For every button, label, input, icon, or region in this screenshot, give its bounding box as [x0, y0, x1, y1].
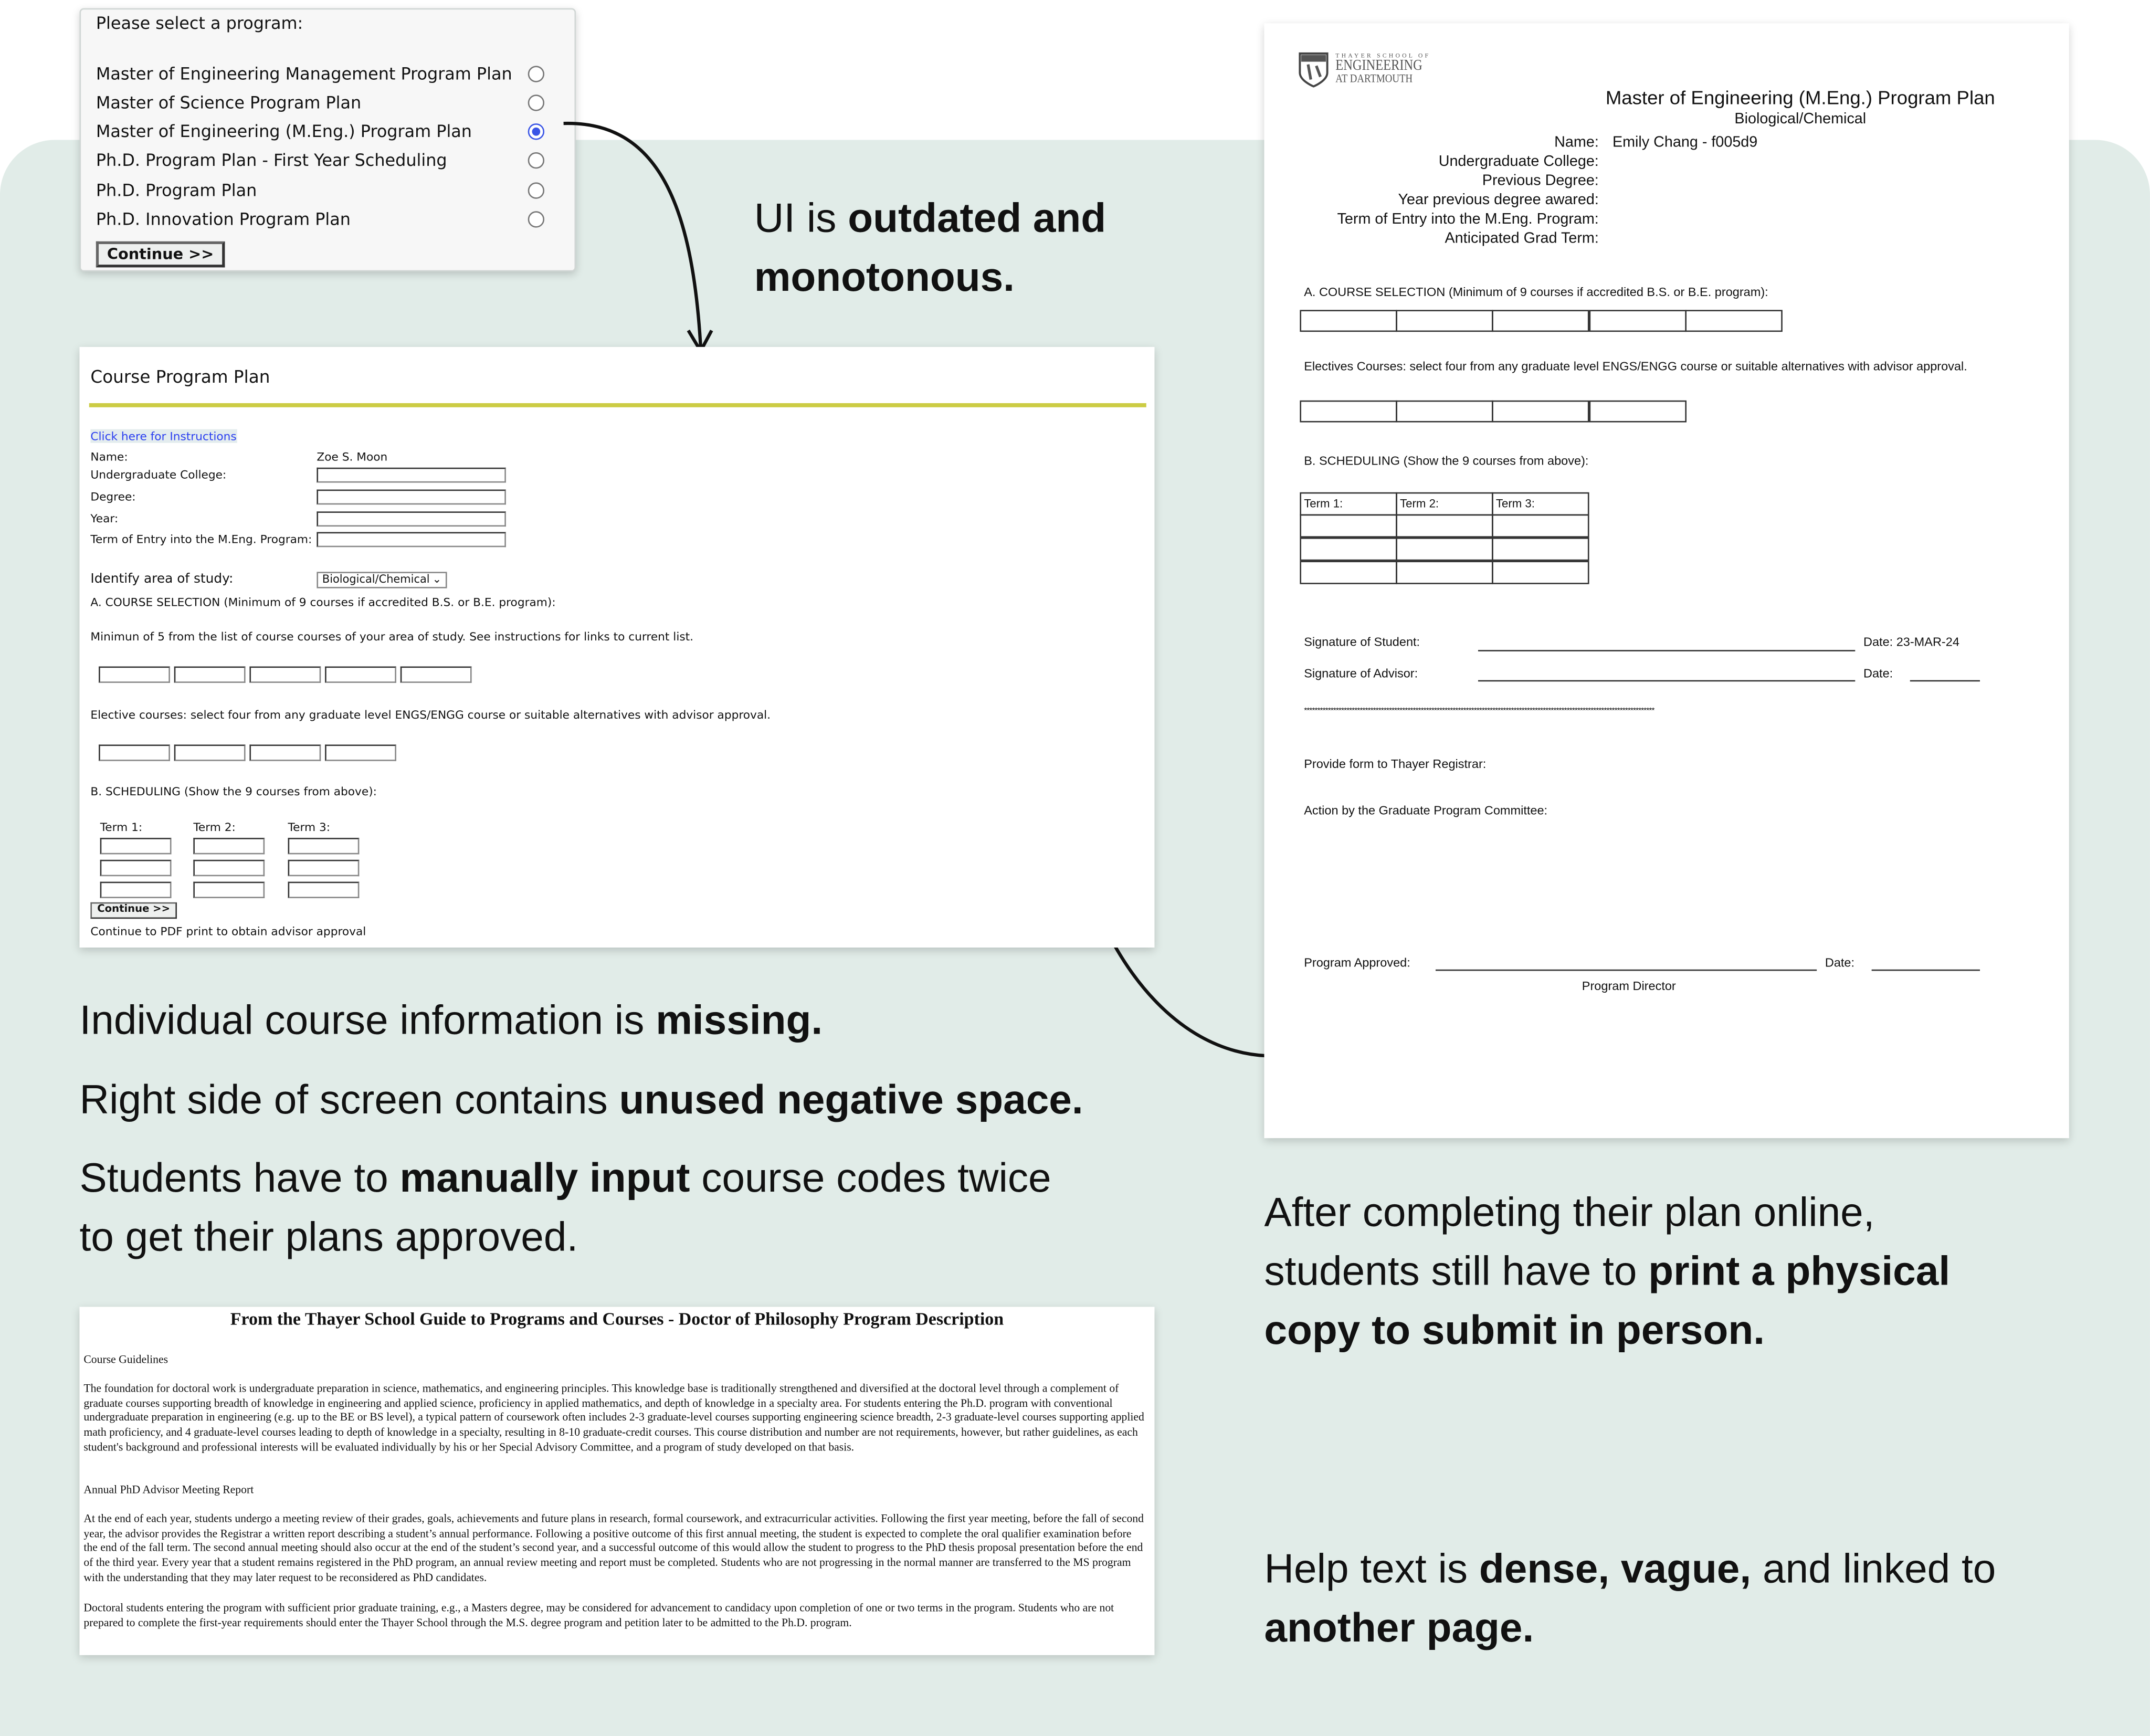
help-paragraph: At the end of each year, students undergo a meeting review of their grades, goals, achievements and future plans in research, formal coursework, and extracurricular activities. Following the first year meeting, before the fall of second year, the advisor provides the Registrar a written report describing a student’s annual performance. Following a positive outcome of this first annual meeting, the student is expected to complete the oral qualifier examination before the end of the fall term. The second annual meeting should also occur at the end of the student’s second year, and a successful outcome of this would allow the student to progress to the PhD thesis proposal presentation before the end of the third year. Every year that a student remains registered in the PhD program, an annual review meeting and report must be completed. Students who are not progressing in the normal manner are transferred to the MS program with the understanding that they may later request to be reconsidered as PhD candidates.	[83, 1512, 1144, 1584]
help-paragraph: The foundation for doctoral work is undergraduate preparation in science, mathematics, and engineering principles. This knowledge base is traditionally strengthened and diversified at the doctoral level through a complement of graduate courses supporting breadth of knowledge in engineering and applied science, proficiency in applied mathematics, and depth of knowledge in a specialty area. For students entering the Ph.D. program with conventional undergraduate preparation in engineering (e.g. up to the BE or BS level), a typical pattern of coursework often includes 2-3 graduate-level courses supporting engineering science breadth, 2-3 graduate-level courses supporting applied math proficiency, and 4 graduate-level courses leading to depth of knowledge in a specialty, resulting in 8-10 graduate-credit courses. This course distribution and number are not requirements, however, but rather guidelines, as each student's background and professional interests will be evaluated individually by his or her Special Advisory Committee, and a program of study developed on that basis.	[83, 1382, 1144, 1454]
pdf-title: Master of Engineering (M.Eng.) Program Plan	[1605, 86, 1995, 109]
course-input[interactable]	[99, 667, 170, 683]
annotation-outdated: UI is outdated and monotonous.	[754, 196, 1106, 301]
help-text-card	[80, 1307, 1155, 1655]
schedule-input[interactable]	[193, 860, 265, 876]
elective-input[interactable]	[249, 744, 321, 761]
schedule-input[interactable]	[193, 882, 265, 898]
help-heading-guidelines: Course Guidelines	[83, 1353, 168, 1366]
help-heading-meeting: Annual PhD Advisor Meeting Report	[83, 1484, 254, 1496]
chevron-down-icon: ⌄	[432, 573, 442, 586]
term-label: Term of Entry into the M.Eng. Program:	[90, 532, 312, 546]
option-label: Ph.D. Program Plan	[96, 181, 257, 201]
term-2-label: Term 2:	[193, 820, 236, 834]
program-approved-label: Program Approved:	[1304, 955, 1410, 970]
elective-box	[1396, 401, 1493, 423]
program-prompt: Please select a program:	[96, 14, 303, 33]
annotation-manual-input: Students have to manually input course codes twice to get their plans approved.	[79, 1156, 1051, 1260]
course-box	[1685, 310, 1782, 332]
schedule-cell	[1300, 514, 1397, 538]
field-label: Undergraduate College:	[1438, 153, 1599, 170]
student-signature-label: Signature of Student:	[1304, 635, 1420, 649]
course-box	[1300, 310, 1397, 332]
course-box	[1589, 310, 1687, 332]
committee-action-label: Action by the Graduate Program Committee:	[1304, 803, 1548, 817]
year-label: Year:	[90, 511, 119, 525]
option-label: Ph.D. Program Plan - First Year Scheduling	[96, 151, 447, 170]
advisor-date-label: Date:	[1863, 666, 1893, 680]
term-input[interactable]	[317, 532, 505, 548]
schedule-cell	[1396, 561, 1493, 584]
date-line	[1872, 970, 1980, 971]
elective-input[interactable]	[99, 744, 170, 761]
advisor-signature-label: Signature of Advisor:	[1304, 666, 1418, 680]
schedule-cell: Term 2:	[1396, 492, 1493, 515]
elective-input[interactable]	[325, 744, 396, 761]
continue-button[interactable]: Continue >>	[96, 241, 225, 268]
schedule-cell	[1492, 538, 1589, 561]
term-3-label: Term 3:	[288, 820, 331, 834]
minimum-note: Minimun of 5 from the list of course courses of your area of study. See instructions for links to current list.	[90, 629, 694, 644]
area-select[interactable]	[317, 572, 447, 588]
signature-line	[1478, 650, 1855, 651]
accent-bar	[89, 403, 1146, 407]
schedule-cell	[1396, 514, 1493, 538]
logo-text: THAYER SCHOOL OF	[1335, 52, 1431, 59]
annotation-print: After completing their plan online, students still have to print a physical copy to submit in person.	[1264, 1190, 1951, 1354]
logo-text: ENGINEERING	[1335, 57, 1422, 75]
annotation-negative-space: Right side of screen contains unused negative space.	[79, 1078, 1083, 1123]
college-input[interactable]	[317, 468, 505, 483]
help-paragraph: Doctoral students entering the program with sufficient prior graduate training, e.g., a Masters degree, may be considered for advancement to candidacy upon completion of one or two terms in the program. Students who are not prepared to complete the first-year requirements should enter the Thayer School through the M.S. degree program and petition later to be admitted to the Ph.D. program.	[83, 1602, 1114, 1629]
field-label: Year previous degree awared:	[1398, 192, 1599, 209]
term-1-label: Term 1:	[100, 820, 143, 834]
signature-line	[1478, 680, 1855, 682]
field-label: Term of Entry into the M.Eng. Program:	[1337, 211, 1599, 228]
course-input[interactable]	[174, 667, 246, 683]
field-label: Anticipated Grad Term:	[1445, 230, 1599, 247]
option-label: Master of Science Program Plan	[96, 93, 362, 113]
elective-input[interactable]	[174, 744, 246, 761]
elective-box	[1300, 401, 1397, 423]
pdf-electives-note: Electives Courses: select four from any graduate level ENGS/ENGG course or suitable alternatives with advisor approval.	[1304, 359, 1967, 373]
instructions-link[interactable]: Click here for Instructions	[90, 429, 237, 443]
annotation-help-text: Help text is dense, vague, and linked to another page.	[1264, 1546, 1996, 1651]
field-label: Previous Degree:	[1482, 173, 1599, 190]
student-signature-date: Date: 23-MAR-24	[1863, 635, 1959, 649]
schedule-input[interactable]	[100, 838, 172, 854]
course-input[interactable]	[325, 667, 396, 683]
schedule-input[interactable]	[100, 882, 172, 898]
elective-box	[1589, 401, 1687, 423]
approval-date-label: Date:	[1825, 955, 1855, 970]
schedule-cell	[1300, 538, 1397, 561]
pdf-section-a: A. COURSE SELECTION (Minimum of 9 courses if accredited B.S. or B.E. program):	[1304, 285, 1768, 299]
schedule-cell	[1492, 514, 1589, 538]
schedule-input[interactable]	[100, 860, 172, 876]
schedule-cell	[1396, 538, 1493, 561]
program-director-label: Program Director	[1582, 979, 1676, 993]
separator: ************************************************************************************************************************************	[1304, 707, 1654, 716]
section-a-heading: A. COURSE SELECTION (Minimum of 9 courses if accredited B.S. or B.E. program):	[90, 595, 556, 609]
option-label: Master of Engineering (M.Eng.) Program Plan	[96, 122, 472, 142]
degree-label: Degree:	[90, 489, 136, 503]
area-label: Identify area of study:	[90, 572, 234, 587]
course-input[interactable]	[249, 667, 321, 683]
schedule-input[interactable]	[288, 860, 360, 876]
date-line	[1910, 680, 1980, 682]
elective-box	[1492, 401, 1589, 423]
schedule-input[interactable]	[193, 838, 265, 854]
schedule-input[interactable]	[288, 838, 360, 854]
course-input[interactable]	[401, 667, 472, 683]
shield-icon	[1299, 52, 1329, 88]
field-value: Emily Chang - f005d9	[1612, 134, 1758, 151]
course-box	[1492, 310, 1589, 332]
schedule-cell: Term 3:	[1492, 492, 1589, 515]
elective-note: Elective courses: select four from any graduate level ENGS/ENGG course or suitable alternatives with advisor approval.	[90, 707, 771, 722]
degree-input[interactable]	[317, 490, 505, 505]
college-label: Undergraduate College:	[90, 467, 227, 481]
option-label: Master of Engineering Management Program Plan	[96, 64, 512, 84]
name-label: Name:	[90, 449, 128, 464]
pdf-section-b: B. SCHEDULING (Show the 9 courses from above):	[1304, 454, 1589, 468]
area-select-value: Biological/Chemical	[322, 573, 430, 586]
annotation-missing: Individual course information is missing.	[79, 998, 823, 1044]
form-title: Course Program Plan	[90, 366, 270, 387]
field-label: Name:	[1554, 134, 1599, 151]
continue-note: Continue to PDF print to obtain advisor approval	[90, 924, 366, 938]
course-box	[1396, 310, 1493, 332]
name-value: Zoe S. Moon	[317, 449, 388, 464]
schedule-cell	[1300, 561, 1397, 584]
pdf-subtitle: Biological/Chemical	[1734, 111, 1867, 128]
provide-form-label: Provide form to Thayer Registrar:	[1304, 756, 1487, 771]
year-input[interactable]	[317, 511, 505, 527]
schedule-cell	[1492, 561, 1589, 584]
schedule-input[interactable]	[288, 882, 360, 898]
course-plan-card	[80, 347, 1155, 948]
help-title: From the Thayer School Guide to Programs and Courses - Doctor of Philosophy Program Description	[230, 1308, 1004, 1329]
arrow-1	[564, 123, 701, 347]
approval-line	[1436, 970, 1817, 971]
schedule-cell: Term 1:	[1300, 492, 1397, 515]
pdf-printout	[1264, 23, 2069, 1138]
logo-text: AT DARTMOUTH	[1335, 71, 1413, 85]
option-label: Ph.D. Innovation Program Plan	[96, 209, 351, 229]
continue-to-pdf-button[interactable]: Continue >>	[90, 902, 177, 919]
thayer-logo	[1299, 52, 1452, 88]
section-b-heading: B. SCHEDULING (Show the 9 courses from above):	[90, 784, 377, 798]
